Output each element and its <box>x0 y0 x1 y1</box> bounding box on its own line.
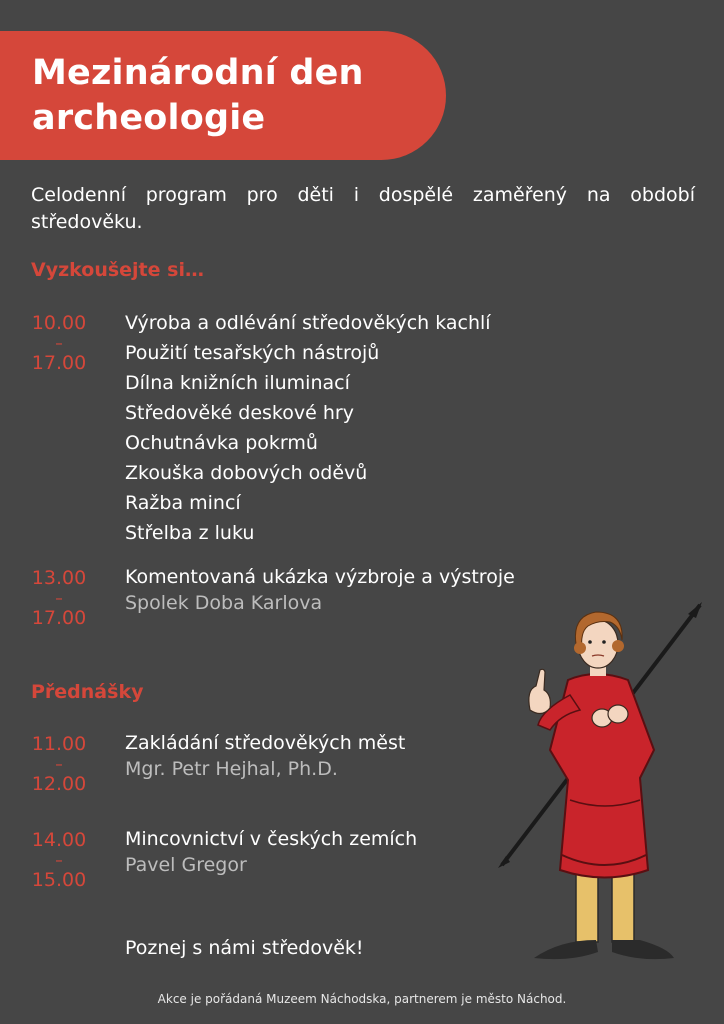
list-item: Střelba z luku <box>125 522 255 544</box>
title-line-1: Mezinárodní den <box>32 53 364 93</box>
left-leg <box>576 870 598 942</box>
lecture-2-speaker: Pavel Gregor <box>125 854 247 876</box>
activities-heading: Vyzkoušejte si… <box>31 259 204 281</box>
time-dash: – <box>55 589 63 607</box>
right-shoe <box>612 940 674 959</box>
time-start: 11.00 <box>31 733 87 755</box>
time-range-lecture-2 <box>20 830 98 890</box>
intro-text: Celodenní program pro děti i dospělé zaměřený na období středověku. <box>31 184 695 233</box>
title-banner <box>0 31 446 160</box>
time-end: 12.00 <box>31 773 87 795</box>
demo-presenter: Spolek Doba Karlova <box>125 592 323 614</box>
lecture-2-title: Mincovnictví v českých zemích <box>125 828 418 850</box>
list-item: Středověké deskové hry <box>125 402 354 424</box>
time-range-activities <box>20 313 98 373</box>
lecture-1-speaker: Mgr. Petr Hejhal, Ph.D. <box>125 758 338 780</box>
time-dash: – <box>55 755 63 773</box>
time-start: 13.00 <box>31 567 87 589</box>
page-title <box>32 51 364 141</box>
right-leg <box>612 870 634 942</box>
time-range-demo <box>20 568 98 628</box>
list-item: Ražba mincí <box>125 492 241 514</box>
time-start: 14.00 <box>31 829 87 851</box>
medieval-figure-illustration <box>490 600 710 970</box>
lectures-heading: Přednášky <box>31 681 144 703</box>
tagline: Poznej s námi středověk! <box>125 937 364 959</box>
demo-title: Komentovaná ukázka výzbroje a výstroje <box>125 566 515 588</box>
raised-hand <box>529 669 551 713</box>
time-end: 17.00 <box>31 352 87 374</box>
time-range-lecture-1 <box>20 734 98 794</box>
time-dash: – <box>55 851 63 869</box>
title-line-2: archeologie <box>32 98 266 138</box>
list-item: Dílna knižních iluminací <box>125 372 350 394</box>
list-item: Ochutnávka pokrmů <box>125 432 318 454</box>
left-shoe <box>534 940 598 959</box>
time-end: 15.00 <box>31 869 87 891</box>
time-dash: – <box>55 334 63 352</box>
time-end: 17.00 <box>31 607 87 629</box>
lecture-1-title: Zakládání středověkých měst <box>125 732 406 754</box>
list-item: Zkouška dobových oděvů <box>125 462 368 484</box>
activities-list <box>125 308 491 548</box>
list-item: Použití tesařských nástrojů <box>125 342 380 364</box>
list-item: Výroba a odlévání středověkých kachlí <box>125 312 491 334</box>
time-start: 10.00 <box>31 312 87 334</box>
footer-note: Akce je pořádaná Muzeem Náchodska, partnerem je město Náchod. <box>157 992 567 1006</box>
